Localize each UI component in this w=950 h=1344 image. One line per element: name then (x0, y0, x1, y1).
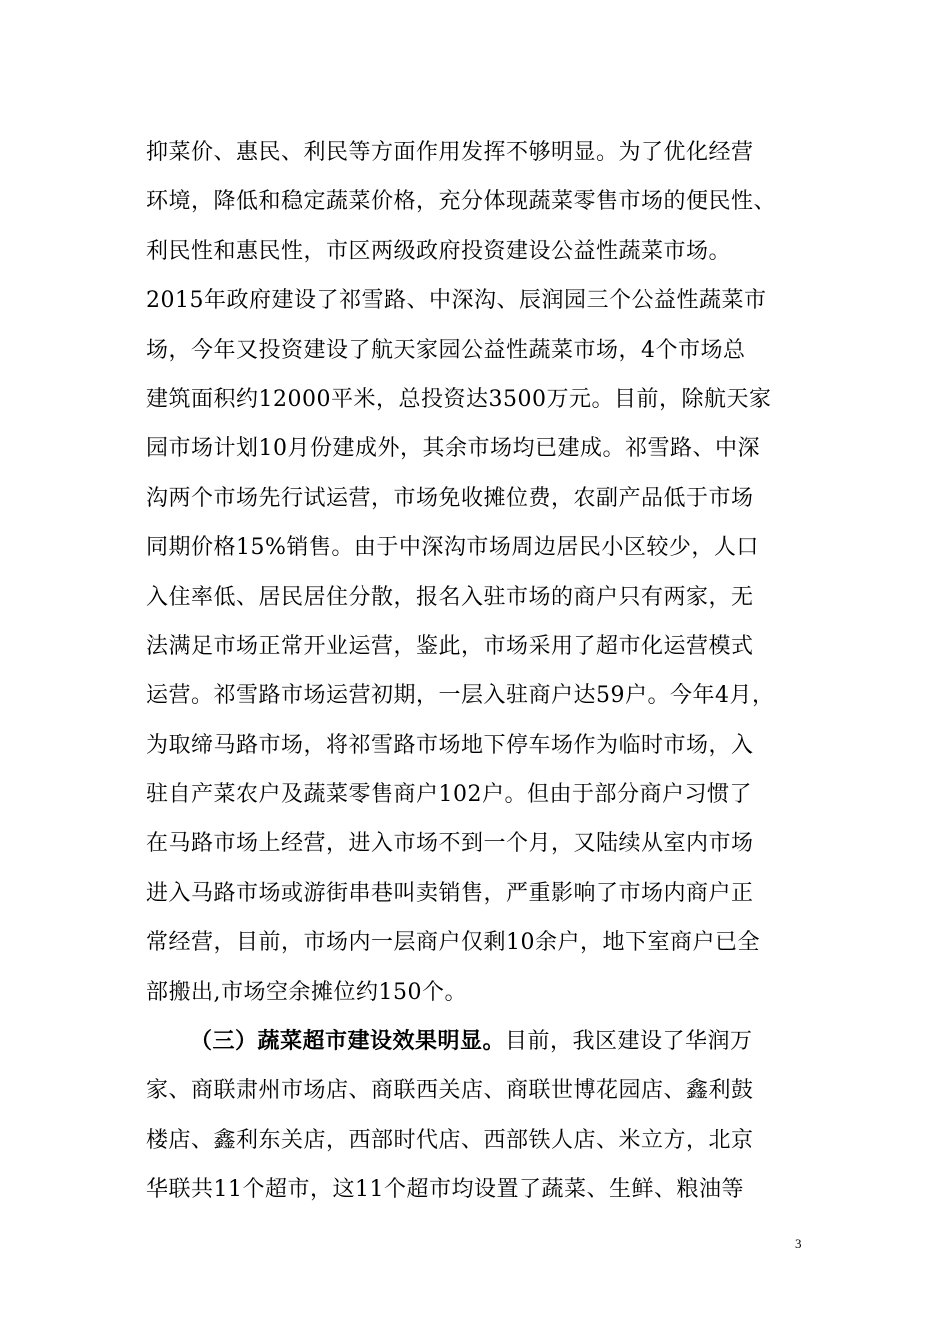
text-line: 进入马路市场或游街串巷叫卖销售，严重影响了市场内商户正 (146, 880, 754, 906)
text-line: 2015年政府建设了祁雪路、中深沟、辰润园三个公益性蔬菜市 (146, 288, 767, 314)
section-heading: （三）蔬菜超市建设效果明显。 (190, 1028, 506, 1055)
text-line: 家、商联肃州市场店、商联西关店、商联世博花园店、鑫利鼓 (146, 1078, 754, 1104)
text-line: 为取缔马路市场，将祁雪路市场地下停车场作为临时市场，入 (146, 732, 754, 758)
page-number: 3 (795, 1236, 802, 1251)
text-line: 在马路市场上经营，进入市场不到一个月，又陆续从室内市场 (146, 831, 754, 857)
text-line: 部搬出,市场空余摊位约150个。 (146, 979, 467, 1005)
text-line: 场，今年又投资建设了航天家园公益性蔬菜市场，4个市场总 (146, 337, 746, 363)
text-line: 入住率低、居民居住分散，报名入驻市场的商户只有两家，无 (146, 584, 754, 610)
text-line: 园市场计划10月份建成外，其余市场均已建成。祁雪路、中深 (146, 436, 760, 462)
body-text (146, 128, 810, 1215)
text-line: 驻自产菜农户及蔬菜零售商户102户。但由于部分商户习惯了 (146, 782, 752, 808)
text-line: 法满足市场正常开业运营，鉴此，市场采用了超市化运营模式 (146, 633, 754, 659)
text-line: 建筑面积约12000平米，总投资达3500万元。目前，除航天家 (146, 386, 772, 412)
paragraph-2 (146, 1017, 810, 1215)
text-line: 华联共11个超市，这11个超市均设置了蔬菜、生鲜、粮油等 (146, 1177, 744, 1203)
text-line: 沟两个市场先行试运营，市场免收摊位费，农副产品低于市场 (146, 485, 754, 511)
heading-line-text: 目前，我区建设了华润万 (505, 1029, 753, 1055)
text-line-with-heading (146, 1017, 810, 1066)
text-line: 利民性和惠民性，市区两级政府投资建设公益性蔬菜市场。 (146, 238, 732, 264)
paragraph-1 (146, 128, 810, 1017)
text-line: 楼店、鑫利东关店，西部时代店、西部铁人店、米立方，北京 (146, 1127, 754, 1153)
text-line: 常经营，目前，市场内一层商户仅剩10余户，地下室商户已全 (146, 930, 760, 956)
text-line: 抑菜价、惠民、利民等方面作用发挥不够明显。为了优化经营 (146, 140, 754, 165)
text-line: 同期价格15%销售。由于中深沟市场周边居民小区较少，人口 (146, 535, 759, 561)
text-line: 运营。祁雪路市场运营初期，一层入驻商户达59户。今年4月， (146, 683, 775, 709)
text-line: 环境，降低和稳定蔬菜价格，充分体现蔬菜零售市场的便民性、 (146, 189, 777, 215)
